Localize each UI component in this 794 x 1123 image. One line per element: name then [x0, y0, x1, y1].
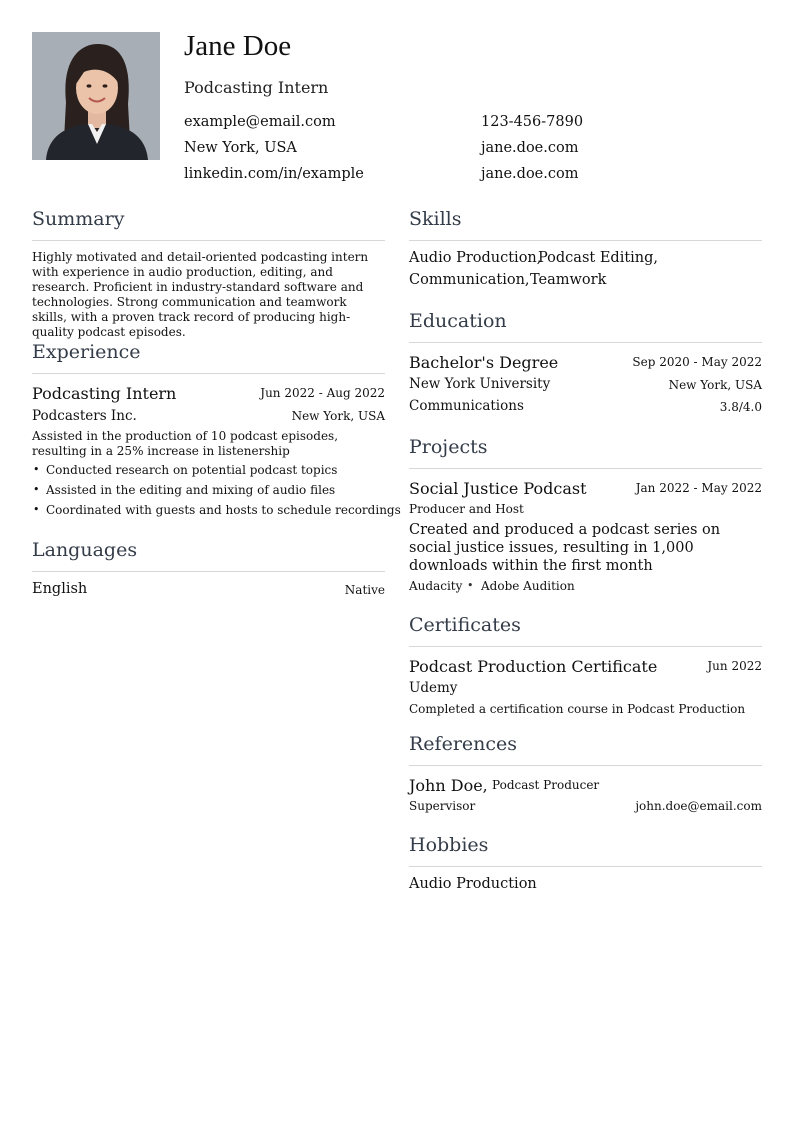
education-location: New York, USA [668, 378, 762, 392]
section-divider [409, 240, 762, 241]
experience-location: New York, USA [291, 409, 385, 423]
profile-photo [32, 32, 160, 160]
experience-bullet: • Conducted research on potential podcast topics [46, 463, 337, 477]
section-divider [409, 765, 762, 766]
summary-heading: Summary [32, 208, 125, 230]
projects-heading: Projects [409, 436, 488, 458]
summary-text: Highly motivated and detail-oriented podcasting intern with experience in audio production, editing, and research. Proficient in industry-standard software and technologies. Strong communication and teamwork skills, with a proven track record of producing high-quality podcast episodes. [32, 250, 369, 339]
reference-position: Podcast Producer [492, 778, 600, 792]
location: New York, USA [184, 140, 297, 156]
section-divider [32, 240, 385, 241]
education-degree: Bachelor's Degree [409, 353, 559, 372]
language-name: English [32, 581, 88, 597]
skill-tag: Audio Production, [409, 250, 542, 266]
experience-bullet: • Assisted in the editing and mixing of audio files [46, 483, 335, 497]
experience-company: Podcasters Inc. [32, 408, 137, 424]
reference-email[interactable]: john.doe@email.com [635, 799, 762, 813]
project-tool: Adobe Audition [481, 579, 575, 593]
languages-heading: Languages [32, 539, 138, 561]
certificate-name: Podcast Production Certificate [409, 657, 658, 676]
website-link-2[interactable]: jane.doe.com [481, 166, 579, 182]
certificate-issuer: Udemy [409, 680, 458, 696]
education-gpa: 3.8/4.0 [719, 400, 762, 414]
phone-number[interactable]: 123-456-7890 [481, 114, 584, 130]
project-role: Producer and Host [409, 502, 524, 516]
education-heading: Education [409, 310, 507, 332]
hobbies-heading: Hobbies [409, 834, 489, 856]
hobby-item: Audio Production [409, 876, 537, 892]
reference-name: John Doe, [409, 776, 488, 795]
certificates-heading: Certificates [409, 614, 521, 636]
skills-heading: Skills [409, 208, 462, 230]
project-name: Social Justice Podcast [409, 479, 587, 498]
section-divider [409, 646, 762, 647]
experience-heading: Experience [32, 341, 141, 363]
linkedin-link[interactable]: linkedin.com/in/example [184, 166, 364, 182]
candidate-name: Jane Doe [184, 30, 292, 62]
project-description: Created and produced a podcast series on social justice issues, resulting in 1,000 downloads within the first month [409, 522, 721, 574]
education-field: Communications [409, 398, 524, 414]
education-dates: Sep 2020 - May 2022 [632, 355, 762, 369]
certificate-date: Jun 2022 [707, 659, 762, 673]
skill-tag: Podcast Editing, [538, 250, 659, 266]
portrait-image [32, 32, 160, 160]
headline: Podcasting Intern [184, 78, 329, 97]
skill-tag: Communication, [409, 272, 530, 288]
certificate-description: Completed a certification course in Podcast Production [409, 702, 746, 716]
experience-dates: Jun 2022 - Aug 2022 [260, 386, 385, 400]
website-link[interactable]: jane.doe.com [481, 140, 579, 156]
email-link[interactable]: example@email.com [184, 114, 336, 130]
education-school: New York University [409, 376, 551, 392]
project-tool: Audacity [409, 579, 463, 593]
section-divider [409, 342, 762, 343]
section-divider [409, 468, 762, 469]
experience-role: Podcasting Intern [32, 384, 177, 403]
section-divider [32, 373, 385, 374]
references-heading: References [409, 733, 518, 755]
reference-relation: Supervisor [409, 799, 476, 813]
experience-description: Assisted in the production of 10 podcast episodes, resulting in a 25% increase in listenership [32, 429, 339, 458]
separator-dot: • [467, 579, 474, 592]
section-divider [32, 571, 385, 572]
skill-tag: Teamwork [530, 272, 607, 288]
experience-bullet: • Coordinated with guests and hosts to schedule recordings [46, 503, 401, 517]
project-dates: Jan 2022 - May 2022 [635, 481, 762, 495]
language-level: Native [344, 583, 385, 597]
section-divider [409, 866, 762, 867]
